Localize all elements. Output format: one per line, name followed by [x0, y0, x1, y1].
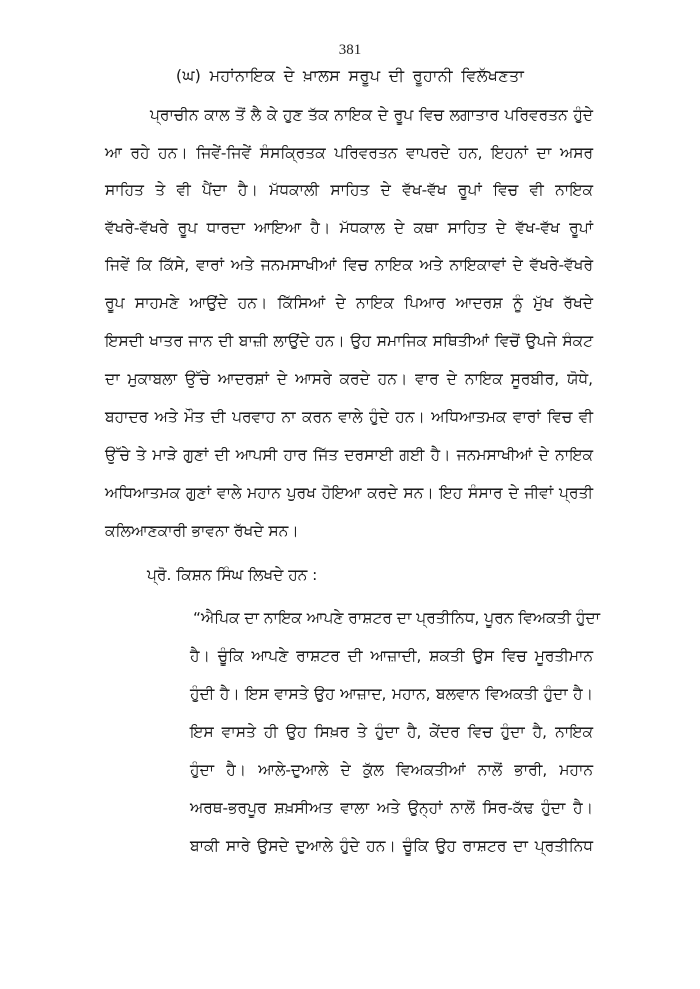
paragraph-line: ਉੱਚੇ ਤੇ ਮਾੜੇ ਗੁਣਾਂ ਦੀ ਆਪਸੀ ਹਾਰ ਜਿੱਤ ਦਰਸਾਈ ਗਈ ਹੈ। ਜਨਮਸਾਖੀਆਂ ਦੇ ਨਾਇਕ — [105, 446, 593, 464]
paragraph-line: ਇਸਦੀ ਖਾਤਰ ਜਾਨ ਦੀ ਬਾਜ਼ੀ ਲਾਉਂਦੇ ਹਨ। ਉਹ ਸਮਾਜਿਕ ਸਥਿਤੀਆਂ ਵਿਚੋਂ ਉਪਜੇ ਸੰਕਟ — [105, 332, 593, 350]
paragraph-line: ਦਾ ਮੁਕਾਬਲਾ ਉੱਚੇ ਆਦਰਸ਼ਾਂ ਦੇ ਆਸਰੇ ਕਰਦੇ ਹਨ। ਵਾਰ ਦੇ ਨਾਇਕ ਸੂਰਬੀਰ, ਯੋਧੇ, — [105, 370, 593, 388]
quote-line: ਇਸ ਵਾਸਤੇ ਹੀ ਉਹ ਸਿਖ਼ਰ ਤੇ ਹੁੰਦਾ ਹੈ, ਕੇਂਦਰ ਵਿਚ ਹੁੰਦਾ ਹੈ, ਨਾਇਕ — [190, 723, 593, 741]
paragraph-line: ਪ੍ਰਾਚੀਨ ਕਾਲ ਤੋਂ ਲੈ ਕੇ ਹੁਣ ਤੱਕ ਨਾਇਕ ਦੇ ਰੂਪ ਵਿਚ ਲਗਾਤਾਰ ਪਰਿਵਰਤਨ ਹੁੰਦੇ — [150, 106, 593, 124]
section-heading: (ਘ) ਮਹਾਂਨਾਇਕ ਦੇ ਖ਼ਾਲਸ ਸਰੂਪ ਦੀ ਰੂਹਾਨੀ ਵਿਲੱਖਣਤਾ — [175, 66, 525, 85]
quote-line: ਬਾਕੀ ਸਾਰੇ ਉਸਦੇ ਦੁਆਲੇ ਹੁੰਦੇ ਹਨ। ਚੂੰਕਿ ਉਹ ਰਾਸ਼ਟਰ ਦਾ ਪ੍ਰਤੀਨਿਧ — [190, 837, 593, 855]
paragraph-line: ਜਿਵੇਂ ਕਿ ਕਿੱਸੇ, ਵਾਰਾਂ ਅਤੇ ਜਨਮਸਾਖੀਆਂ ਵਿਚ ਨਾਇਕ ਅਤੇ ਨਾਇਕਾਵਾਂ ਦੇ ਵੱਖਰੇ-ਵੱਖਰੇ — [105, 256, 593, 274]
paragraph-line: ਅਧਿਆਤਮਕ ਗੁਣਾਂ ਵਾਲੇ ਮਹਾਨ ਪੁਰਖ ਹੋਇਆ ਕਰਦੇ ਸਨ। ਇਹ ਸੰਸਾਰ ਦੇ ਜੀਵਾਂ ਪ੍ਰਤੀ — [105, 484, 593, 502]
paragraph-line: ਆ ਰਹੇ ਹਨ। ਜਿਵੇਂ-ਜਿਵੇਂ ਸੰਸਕ੍ਰਿਤਕ ਪਰਿਵਰਤਨ ਵਾਪਰਦੇ ਹਨ, ਇਹਨਾਂ ਦਾ ਅਸਰ — [105, 144, 593, 162]
quote-line: ਹੁੰਦੀ ਹੈ। ਇਸ ਵਾਸਤੇ ਉਹ ਆਜ਼ਾਦ, ਮਹਾਨ, ਬਲਵਾਨ ਵਿਅਕਤੀ ਹੁੰਦਾ ਹੈ। — [190, 685, 593, 703]
quote-attribution: ਪ੍ਰੋ. ਕਿਸ਼ਨ ਸਿੰਘ ਲਿਖਦੇ ਹਨ : — [147, 566, 318, 584]
paragraph-line: ਵੱਖਰੇ-ਵੱਖਰੇ ਰੂਪ ਧਾਰਦਾ ਆਇਆ ਹੈ। ਮੱਧਕਾਲ ਦੇ ਕਥਾ ਸਾਹਿਤ ਦੇ ਵੱਖ-ਵੱਖ ਰੂਪਾਂ — [105, 219, 593, 237]
page-number: 381 — [338, 42, 362, 58]
quote-line: ਅਰਥ-ਭਰਪੂਰ ਸ਼ਖ਼ਸੀਅਤ ਵਾਲਾ ਅਤੇ ਉਨ੍ਹਾਂ ਨਾਲੋਂ ਸਿਰ-ਕੱਢ ਹੁੰਦਾ ਹੈ। — [190, 799, 593, 817]
quote-line: ਹੁੰਦਾ ਹੈ। ਆਲੇ-ਦੁਆਲੇ ਦੇ ਕੁੱਲ ਵਿਅਕਤੀਆਂ ਨਾਲੋਂ ਭਾਰੀ, ਮਹਾਨ — [190, 761, 593, 779]
paragraph-line: ਬਹਾਦਰ ਅਤੇ ਮੌਤ ਦੀ ਪਰਵਾਹ ਨਾ ਕਰਨ ਵਾਲੇ ਹੁੰਦੇ ਹਨ। ਅਧਿਆਤਮਕ ਵਾਰਾਂ ਵਿਚ ਵੀ — [105, 408, 593, 426]
paragraph-line: ਕਲਿਆਣਕਾਰੀ ਭਾਵਨਾ ਰੱਖਦੇ ਸਨ। — [105, 522, 299, 540]
quote-line: ਹੈ। ਚੂੰਕਿ ਆਪਣੇ ਰਾਸ਼ਟਰ ਦੀ ਆਜ਼ਾਦੀ, ਸ਼ਕਤੀ ਉਸ ਵਿਚ ਮੂਰਤੀਮਾਨ — [190, 647, 593, 665]
paragraph-line: ਸਾਹਿਤ ਤੇ ਵੀ ਪੈਂਦਾ ਹੈ। ਮੱਧਕਾਲੀ ਸਾਹਿਤ ਦੇ ਵੱਖ-ਵੱਖ ਰੂਪਾਂ ਵਿਚ ਵੀ ਨਾਇਕ — [105, 181, 593, 199]
quote-line: “ਐਪਿਕ ਦਾ ਨਾਇਕ ਆਪਣੇ ਰਾਸ਼ਟਰ ਦਾ ਪ੍ਰਤੀਨਿਧ, ਪੂਰਨ ਵਿਅਕਤੀ ਹੁੰਦਾ — [193, 609, 600, 627]
paragraph-line: ਰੂਪ ਸਾਹਮਣੇ ਆਉਂਦੇ ਹਨ। ਕਿੱਸਿਆਂ ਦੇ ਨਾਇਕ ਪਿਆਰ ਆਦਰਸ਼ ਨੂੰ ਮੁੱਖ ਰੱਖਦੇ — [105, 294, 593, 312]
